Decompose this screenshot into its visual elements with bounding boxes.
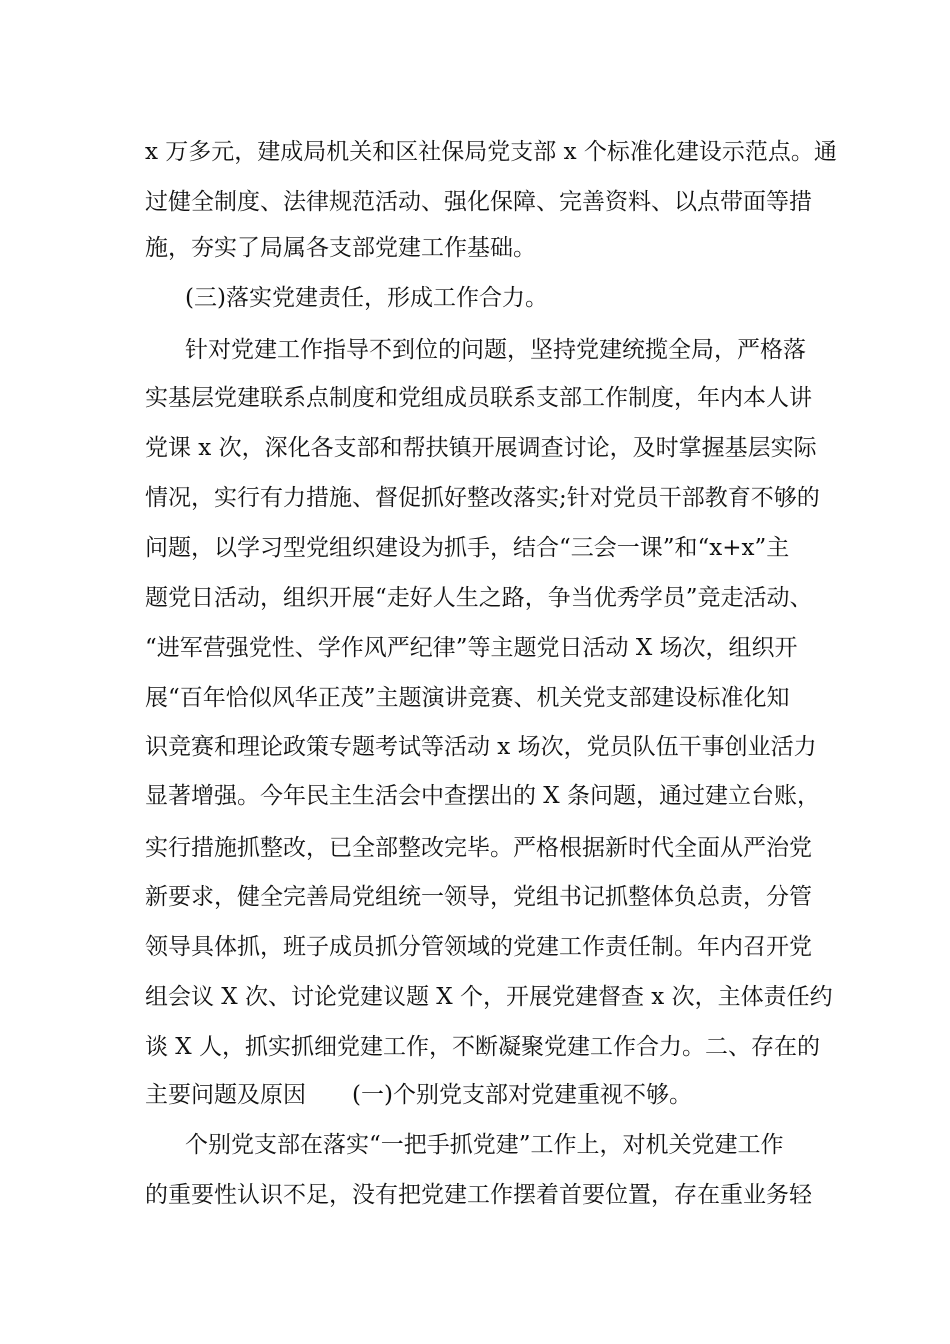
paragraph-line: 主要问题及原因 (一)个别党支部对党建重视不够。 (145, 1082, 692, 1108)
paragraph-line: 党课 x 次，深化各支部和帮扶镇开展调查讨论，及时掌握基层实际 (145, 435, 817, 461)
paragraph-line: 施，夯实了局属各支部党建工作基础。 (145, 235, 536, 261)
paragraph-line: 针对党建工作指导不到位的问题，坚持党建统揽全局，严格落 (185, 337, 806, 363)
paragraph-line: 个别党支部在落实“一把手抓党建”工作上，对机关党建工作 (185, 1132, 784, 1158)
section-heading: (三)落实党建责任，形成工作合力。 (185, 285, 548, 311)
paragraph-line: 显著增强。今年民主生活会中查摆出的 X 条问题，通过建立台账， (145, 783, 820, 809)
paragraph-line: 展“百年恰似风华正茂”主题演讲竞赛、机关党支部建设标准化知 (145, 685, 790, 711)
paragraph-line: 问题，以学习型党组织建设为抓手，结合“三会一课”和“x+x”主 (145, 535, 790, 561)
paragraph-line: 新要求，健全完善局党组统一领导，党组书记抓整体负总责，分管 (145, 884, 812, 910)
paragraph-line: 过健全制度、法律规范活动、强化保障、完善资料、以点带面等措 (145, 189, 812, 215)
paragraph-line: 组会议 X 次、讨论党建议题 X 个，开展党建督查 x 次，主体责任约 (145, 984, 833, 1010)
paragraph-line: “进军营强党性、学作风严纪律”等主题党日活动 X 场次，组织开 (145, 635, 798, 661)
paragraph-line: 谈 X 人，抓实抓细党建工作，不断凝聚党建工作合力。二、存在的 (145, 1034, 820, 1060)
paragraph-line: 领导具体抓，班子成员抓分管领域的党建工作责任制。年内召开党 (145, 934, 812, 960)
paragraph-line: 识竞赛和理论政策专题考试等活动 x 场次，党员队伍干事创业活力 (145, 734, 817, 760)
paragraph-line: 实行措施抓整改，已全部整改完毕。严格根据新时代全面从严治党 (145, 835, 812, 861)
paragraph-line: x 万多元，建成局机关和区社保局党支部 x 个标准化建设示范点。通 (145, 139, 837, 165)
paragraph-line: 题党日活动，组织开展“走好人生之路，争当优秀学员”竞走活动、 (145, 585, 813, 611)
paragraph-line: 实基层党建联系点制度和党组成员联系支部工作制度，年内本人讲 (145, 385, 812, 411)
paragraph-line: 的重要性认识不足，没有把党建工作摆着首要位置，存在重业务轻 (145, 1182, 812, 1208)
paragraph-line: 情况，实行有力措施、督促抓好整改落实;针对党员干部教育不够的 (145, 485, 820, 511)
